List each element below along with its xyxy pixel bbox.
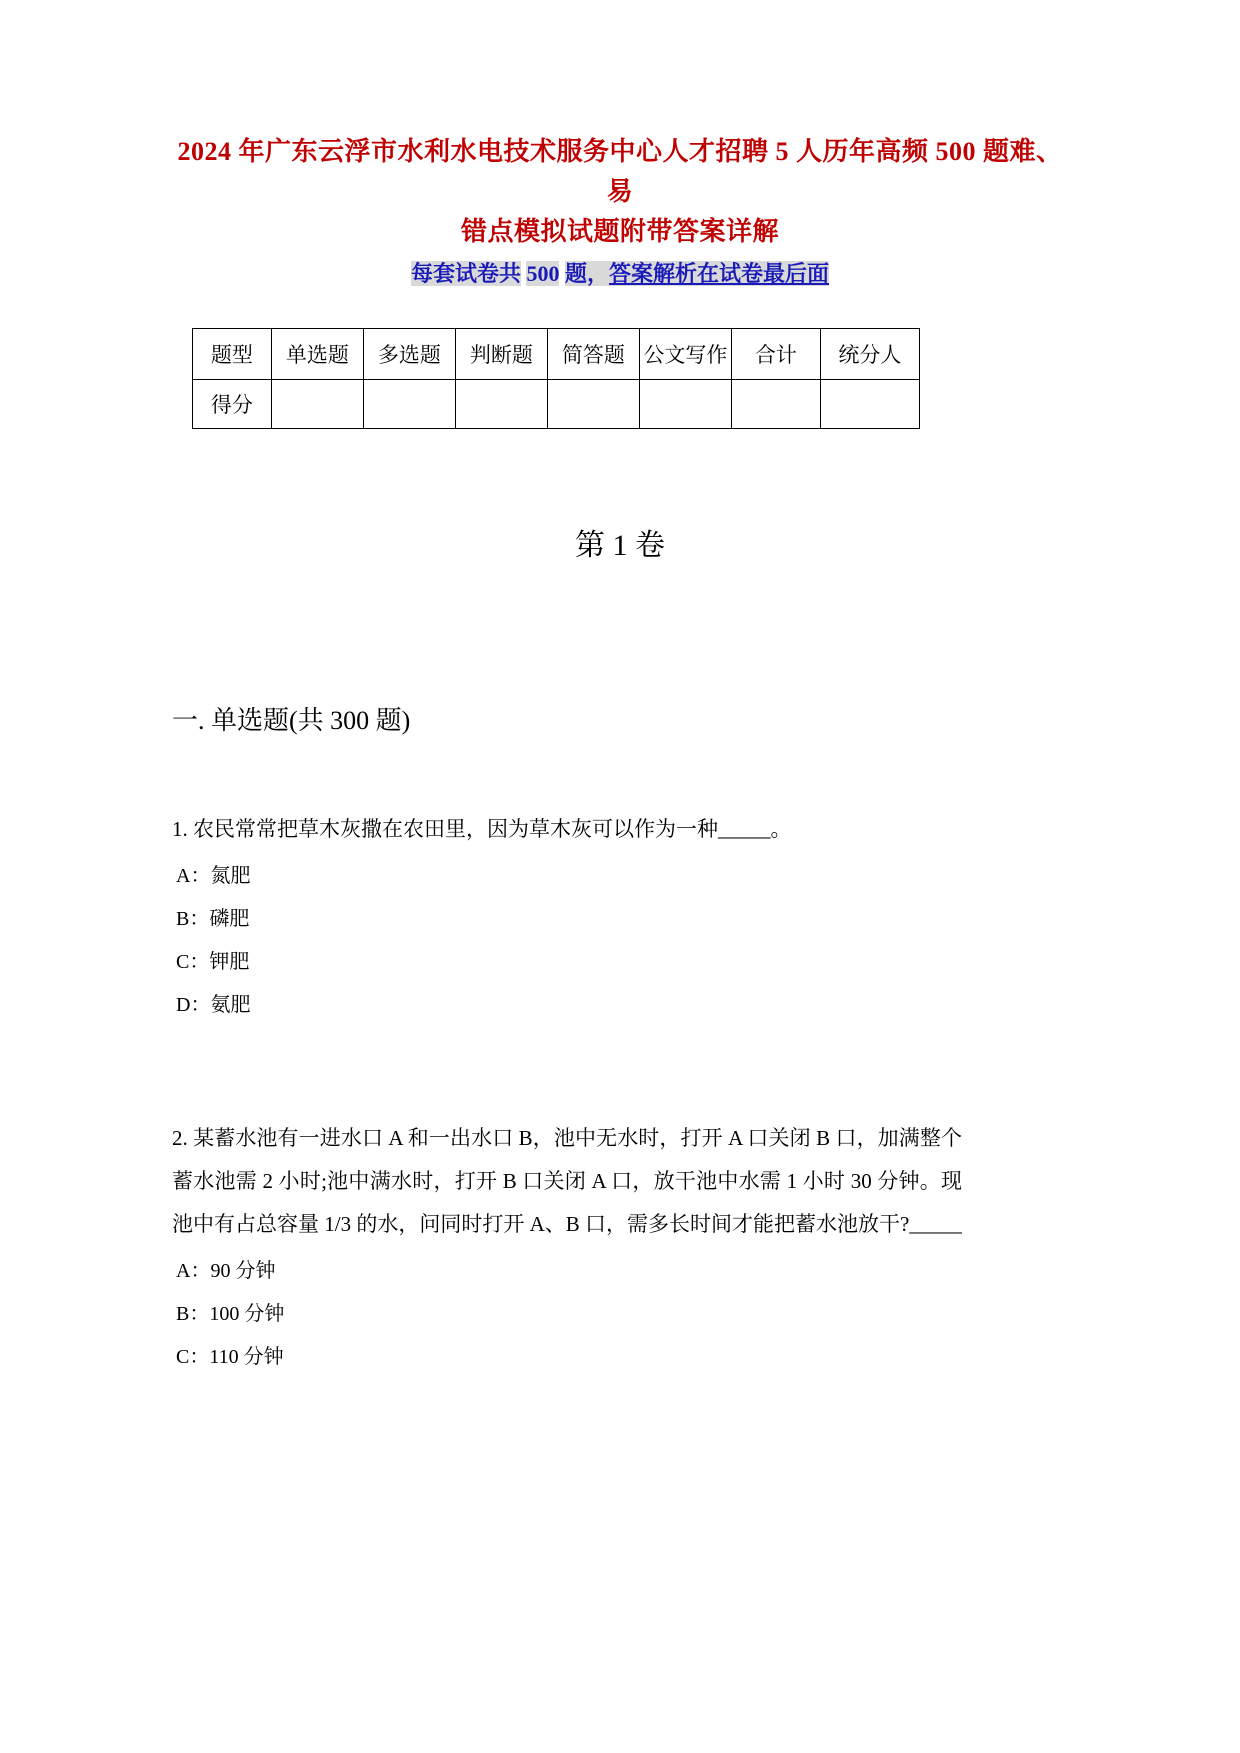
section-heading-single-choice: 一. 单选题(共 300 题) <box>172 706 411 735</box>
table-header-cell-5: 公文写作 <box>639 329 731 380</box>
option-c[interactable]: C：钾肥 <box>176 951 250 973</box>
subtitle-answer-note: 答案解析在试卷最后面 <box>609 261 830 286</box>
page-title <box>170 132 1070 252</box>
table-header-cell-1: 单选题 <box>271 329 363 380</box>
page-title-line-1: 2024 年广东云浮市水利水电技术服务中心人才招聘 5 人历年高频 500 题难、易 <box>177 137 1063 206</box>
question-options <box>172 855 962 1027</box>
table-header-cell-0: 题型 <box>193 329 272 380</box>
subtitle-count: 500 <box>526 261 560 286</box>
question-stem: 1. 农民常常把草木灰撒在农田里，因为草木灰可以作为一种_____。 <box>172 817 792 841</box>
question-block <box>172 1117 962 1379</box>
table-row <box>193 380 920 429</box>
table-header-row <box>193 329 920 380</box>
subtitle-container <box>170 258 1070 290</box>
table-row-label: 得分 <box>193 380 272 429</box>
table-header-cell-7: 统分人 <box>820 329 919 380</box>
option-a[interactable]: A：氮肥 <box>176 865 251 887</box>
option-d[interactable]: D：氨肥 <box>176 994 251 1016</box>
table-header-cell-3: 判断题 <box>455 329 547 380</box>
subtitle-part-3: 题， <box>564 261 609 286</box>
volume-heading: 第 1 卷 <box>575 529 665 562</box>
score-cell-single-choice[interactable] <box>271 380 363 429</box>
question-stem: 2. 某蓄水池有一进水口 A 和一出水口 B，池中无水时，打开 A 口关闭 B 口，加满整个蓄水池需 2 小时;池中满水时，打开 B 口关闭 A 口，放干池中水需 1 小时 30 分钟。现池中有占总容量 1/3 的水，问同时打开 A、B 口，需多长时间才能把蓄水池放干?_____ <box>172 1126 962 1236</box>
score-cell-multi-choice[interactable] <box>363 380 455 429</box>
score-cell-scorer[interactable] <box>820 380 919 429</box>
option-b[interactable]: B：100 分钟 <box>176 1303 285 1325</box>
subtitle <box>411 258 829 290</box>
score-cell-short-answer[interactable] <box>547 380 639 429</box>
page-title-line-2: 错点模拟试题附带答案详解 <box>460 217 779 246</box>
question-options <box>172 1250 962 1379</box>
score-table <box>192 328 920 429</box>
question-block <box>172 808 962 1027</box>
table-header-cell-6: 合计 <box>731 329 820 380</box>
score-cell-official-writing[interactable] <box>639 380 731 429</box>
table-header-cell-2: 多选题 <box>363 329 455 380</box>
score-cell-true-false[interactable] <box>455 380 547 429</box>
table-header-cell-4: 简答题 <box>547 329 639 380</box>
option-a[interactable]: A：90 分钟 <box>176 1260 276 1282</box>
option-b[interactable]: B：磷肥 <box>176 908 250 930</box>
option-c[interactable]: C：110 分钟 <box>176 1346 284 1368</box>
subtitle-part-1: 每套试卷共 <box>410 261 521 286</box>
score-cell-total[interactable] <box>731 380 820 429</box>
